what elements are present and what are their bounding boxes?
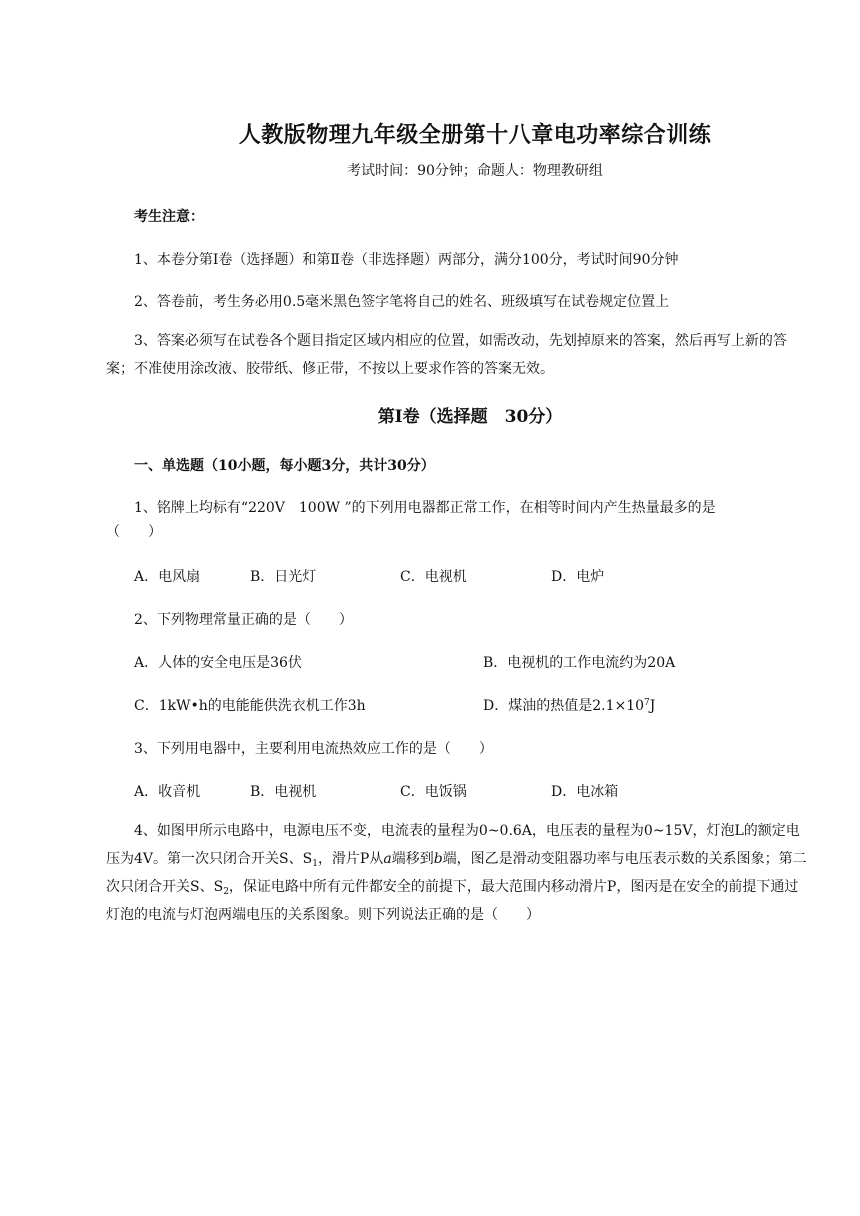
q3-option-b: B．电视机 [250,784,317,800]
q2-option-d: D．煤油的热值是$2.1\times 10^7J$ [483,698,656,714]
q3-option-d: D．电冰箱 [551,784,619,800]
section-title: 第Ⅰ卷（选择题 30分） [377,407,563,427]
notice-item-1: 1、本卷分第Ⅰ卷（选择题）和第Ⅱ卷（非选择题）两部分，满分100分，考试时间90分钟 [134,252,679,268]
q1-option-c: C．电视机 [400,569,467,585]
q2-option-b: B．电视机的工作电流约为20A [483,655,676,671]
q3-option-c: C．电饭锅 [400,784,467,800]
q3-option-a: A．收音机 [134,784,201,800]
question-3-stem: 3、下列用电器中，主要利用电流热效应工作的是（ ） [134,741,493,757]
question-1-stem-paren: （ ） [106,524,162,540]
exam-title: 人教版物理九年级全册第十八章电功率综合训练 [238,122,712,148]
q1-option-d: D．电炉 [551,569,605,585]
exam-subtitle: 考试时间：90分钟；命题人：物理教研组 [347,163,603,179]
q2-option-a: A．人体的安全电压是36伏 [134,655,302,671]
part-heading: 一、单选题（10小题，每小题3分，共计30分） [134,458,435,474]
question-1-stem: 1、铭牌上均标有“220V 100W ”的下列用电器都正常工作，在相等时间内产生热量最多的是 [134,500,716,516]
question-2-stem: 2、下列物理常量正确的是（ ） [134,612,353,628]
notice-heading: 考生注意： [134,209,204,225]
notice-item-2: 2、答卷前，考生务必用0.5毫米黑色签字笔将自己的姓名、班级填写在试卷规定位置上 [134,294,670,310]
q1-option-a: A．电风扇 [134,569,201,585]
q2-option-c: C．1kW•h的电能能供洗衣机工作3h [134,698,366,714]
notice-item-3: 3、答案必须写在试卷各个题目指定区域内相应的位置，如需改动，先划掉原来的答案，然后再写上新的答案；不准使用涂改液、胶带纸、修正带，不按以上要求作答的答案无效。 [106,333,787,377]
q1-option-b: B．日光灯 [250,569,317,585]
question-4-stem: 4、如图甲所示电路中，电源电压不变，电流表的量程为0~0.6A，电压表的量程为0~15V，灯泡L的额定电压为4V。第一次只闭合开关S、$S_1$，滑片P从a端移到b端，图乙是滑动变阻器功率与电压表示数的关系图象；第二次只闭合开关S、$S_2$，保证电路中所有元件都安全的前提下，最大范围内移动滑片P，图丙是在安全的前提下通过灯泡的电流与灯泡两端电压的关系图象。则下列说法正确的是（ ） [106,823,807,923]
